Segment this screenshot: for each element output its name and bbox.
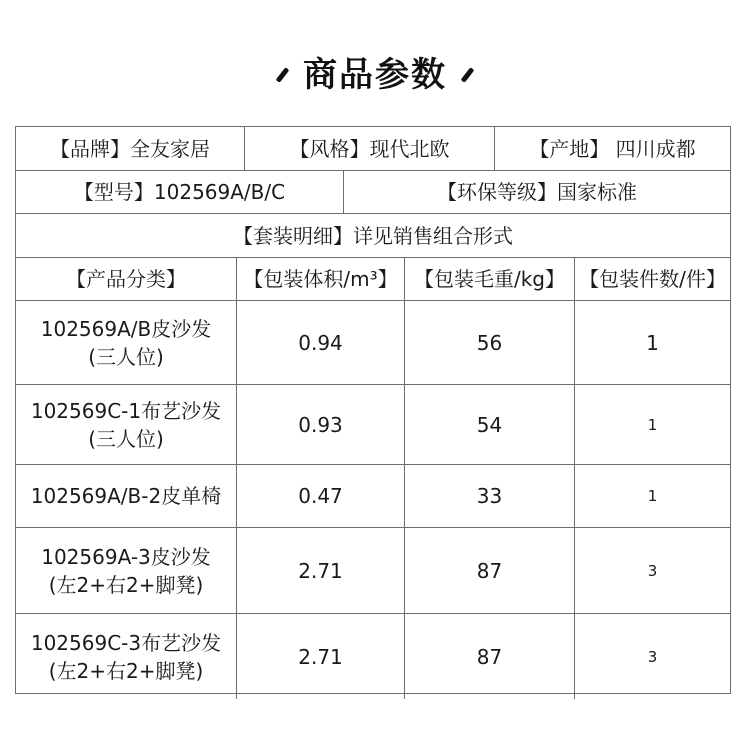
product-name-cell: 102569A/B皮沙发 (三人位) bbox=[16, 301, 237, 384]
count-cell: 1 bbox=[646, 330, 659, 355]
table-row bbox=[16, 614, 730, 699]
count-cell: 3 bbox=[647, 647, 658, 666]
header-package-weight: 【包装毛重/kg】 bbox=[405, 258, 575, 300]
volume-cell: 0.93 bbox=[237, 385, 405, 464]
table-row bbox=[16, 528, 730, 614]
product-params-table bbox=[15, 126, 731, 694]
slash-decoration-right bbox=[461, 67, 475, 83]
volume-cell: 2.71 bbox=[237, 614, 405, 699]
info-row-3 bbox=[16, 214, 730, 258]
header-package-count: 【包装件数/件】 bbox=[579, 267, 726, 291]
table-header-row bbox=[16, 258, 730, 301]
page-title: 商品参数 bbox=[303, 54, 447, 95]
weight-cell: 33 bbox=[405, 465, 575, 527]
info-row-2 bbox=[16, 171, 730, 214]
product-name-cell: 102569A/B-2皮单椅 bbox=[16, 465, 237, 527]
product-name-cell: 102569C-3布艺沙发 (左2+右2+脚凳) bbox=[16, 614, 237, 699]
product-name-cell: 102569C-1布艺沙发 (三人位) bbox=[16, 385, 237, 464]
header-package-volume: 【包装体积/m³】 bbox=[237, 258, 405, 300]
model-cell: 【型号】102569A/B/C bbox=[16, 171, 344, 213]
count-cell: 1 bbox=[647, 415, 658, 434]
weight-cell: 56 bbox=[405, 301, 575, 384]
table-row bbox=[16, 465, 730, 528]
info-row-1 bbox=[16, 127, 730, 171]
weight-cell: 54 bbox=[405, 385, 575, 464]
count-cell: 3 bbox=[647, 561, 658, 580]
product-name-cell: 102569A-3皮沙发 (左2+右2+脚凳) bbox=[16, 528, 237, 613]
weight-cell: 87 bbox=[405, 528, 575, 613]
table-row bbox=[16, 385, 730, 465]
slash-decoration-left bbox=[276, 67, 290, 83]
header-product-category: 【产品分类】 bbox=[16, 258, 237, 300]
style-cell: 【风格】现代北欧 bbox=[245, 127, 495, 170]
volume-cell: 0.94 bbox=[237, 301, 405, 384]
table-row bbox=[16, 301, 730, 385]
volume-cell: 0.47 bbox=[237, 465, 405, 527]
volume-cell: 2.71 bbox=[237, 528, 405, 613]
weight-cell: 87 bbox=[405, 614, 575, 699]
eco-level-cell: 【环保等级】国家标准 bbox=[437, 180, 637, 204]
count-cell: 1 bbox=[647, 487, 658, 505]
page-header bbox=[0, 46, 750, 96]
brand-cell: 【品牌】全友家居 bbox=[16, 127, 245, 170]
origin-cell: 【产地】 四川成都 bbox=[529, 136, 696, 161]
package-detail-cell: 【套装明细】详见销售组合形式 bbox=[233, 223, 513, 248]
